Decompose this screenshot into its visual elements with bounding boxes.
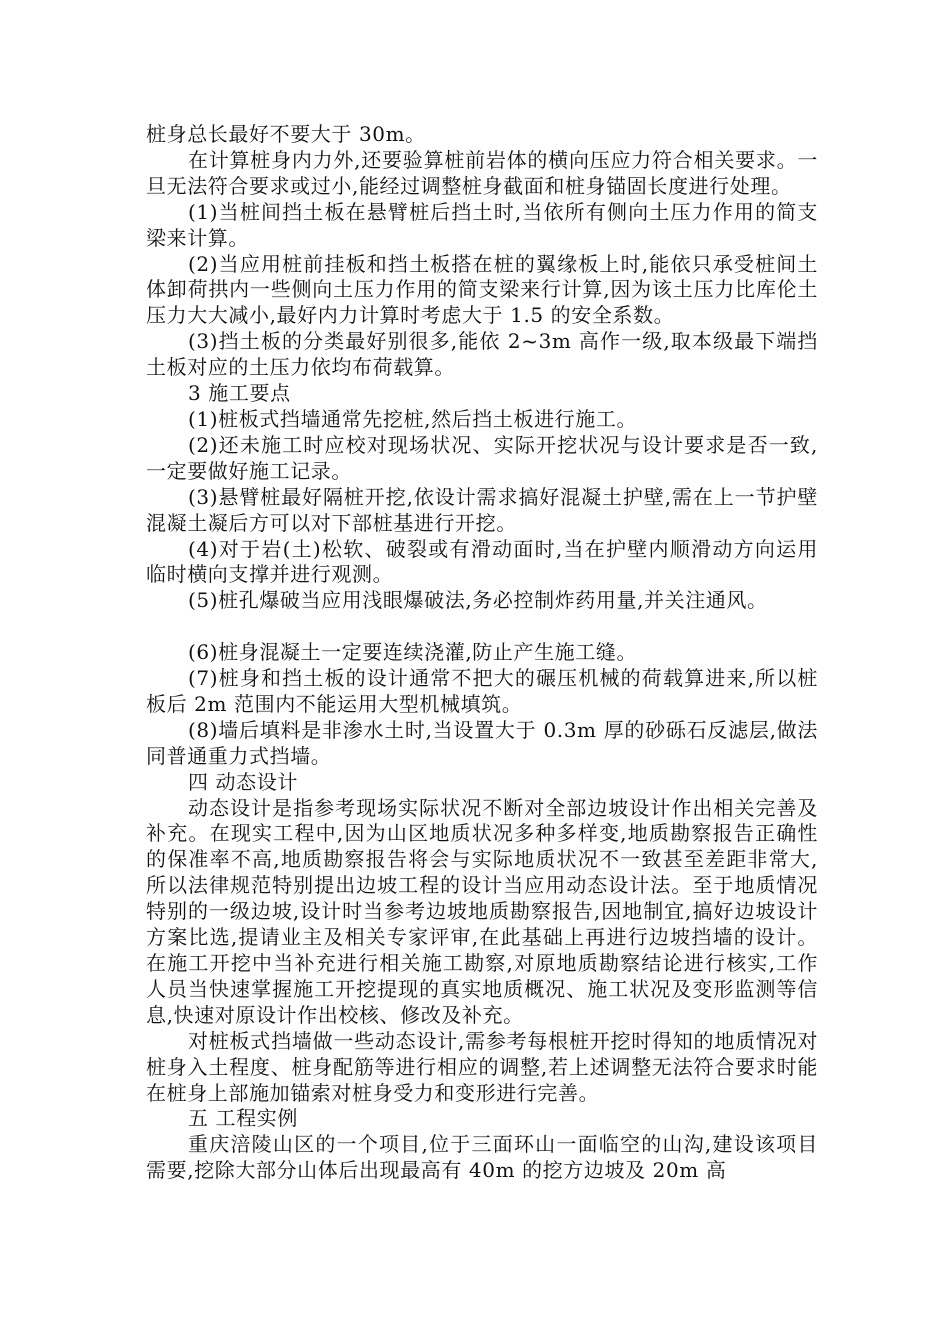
paragraph-item-3: (3)挡土板的分类最好别很多,能依 2~3m 高作一级,取本级最下端挡土板对应的土压力依均布荷载算。 — [146, 329, 818, 380]
section-heading-dynamic-design: 四 动态设计 — [188, 769, 298, 794]
paragraph-engineering-example: 重庆涪陵山区的一个项目,位于三面环山一面临空的山沟,建设该项目需要,挖除大部分山体后出现最高有 40m 的挖方边坡及 20m 高 — [146, 1132, 818, 1183]
section-heading-construction-points: 3 施工要点 — [188, 381, 291, 406]
document-body — [146, 122, 818, 1184]
paragraph-construction-4: (4)对于岩(土)松软、破裂或有滑动面时,当在护壁内顺滑动方向运用临时横向支撑并进行观测。 — [146, 536, 818, 587]
paragraph-continuation: 桩身总长最好不要大于 30m。 — [146, 122, 426, 146]
paragraph-construction-7: (7)桩身和挡土板的设计通常不把大的碾压机械的荷载算进来,所以桩板后 2m 范围内不能运用大型机械填筑。 — [146, 666, 818, 716]
paragraph-construction-6: (6)桩身混凝土一定要连续浇灌,防止产生施工缝。 — [188, 640, 638, 665]
paragraph-construction-5: (5)桩孔爆破当应用浅眼爆破法,务必控制炸药用量,并关注通风。 — [188, 588, 768, 613]
section-heading-engineering-example: 五 工程实例 — [188, 1106, 298, 1131]
paragraph-construction-8: (8)墙后填料是非渗水土时,当设置大于 0.3m 厚的砂砾石反滤层,做法同普通重力式挡墙。 — [146, 717, 818, 768]
paragraph-item-2: (2)当应用桩前挂板和挡土板搭在桩的翼缘板上时,能依只承受桩间土体卸荷拱内一些侧向土压力作用的简支梁来行计算,因为该土压力比库伦土压力大大减小,最好内力计算时考虑大于 1.5 的安全系数。 — [146, 251, 818, 328]
paragraph-dynamic-design: 动态设计是指参考现场实际状况不断对全部边坡设计作出相关完善及补充。在现实工程中,因为山区地质状况多种多样变,地质勘察报告正确性的保准率不高,地质勘察报告将会与实际地质状况不一致甚至差距非常大,所以法律规范特别提出边坡工程的设计当应用动态设计法。至于地质情况特别的一级边坡,设计时当参考边坡地质勘察报告,因地制宜,搞好边坡设计方案比选,提请业主及相关专家评审,在此基础上再进行边坡挡墙的设计。在施工开挖中当补充进行相关施工勘察,对原地质勘察结论进行核实,工作人员当快速掌握施工开挖提现的真实地质概况、施工状况及变形监测等信息,快速对原设计作出校核、修改及补充。 — [146, 795, 818, 1027]
paragraph-dynamic-design-pile: 对桩板式挡墙做一些动态设计,需参考每根桩开挖时得知的地质情况对桩身入土程度、桩身配筋等进行相应的调整,若上述调整无法符合要求时能在桩身上部施加锚索对桩身受力和变形进行完善。 — [146, 1028, 818, 1105]
paragraph-construction-2: (2)还未施工时应校对现场状况、实际开挖状况与设计要求是否一致,一定要做好施工记录。 — [146, 432, 818, 483]
blank-line — [146, 614, 818, 640]
paragraph-construction-1: (1)桩板式挡墙通常先挖桩,然后挡土板进行施工。 — [188, 406, 638, 431]
paragraph-item-1: (1)当桩间挡土板在悬臂桩后挡土时,当依所有侧向土压力作用的简支梁来计算。 — [146, 199, 818, 250]
paragraph: 在计算桩身内力外,还要验算桩前岩体的横向压应力符合相关要求。一旦无法符合要求或过小,能经过调整桩身截面和桩身锚固长度进行处理。 — [146, 147, 818, 198]
paragraph-construction-3: (3)悬臂桩最好隔桩开挖,依设计需求搞好混凝土护壁,需在上一节护壁混凝土凝后方可以对下部桩基进行开挖。 — [146, 484, 818, 535]
